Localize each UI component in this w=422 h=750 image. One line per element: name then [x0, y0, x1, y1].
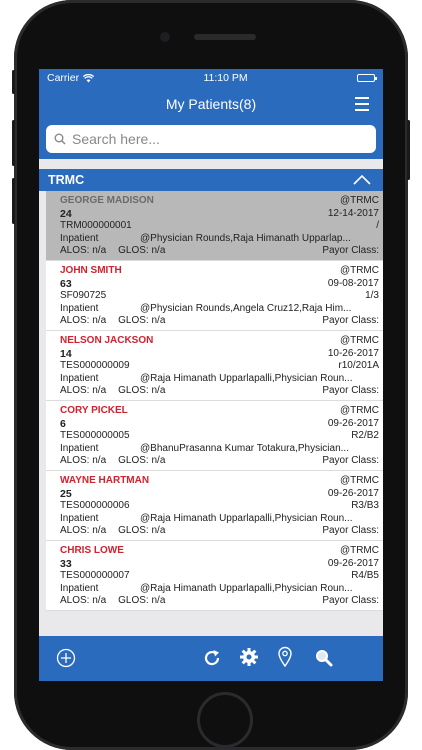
glos-value: GLOS: n/a	[118, 595, 166, 606]
payor-class: Payor Class:	[322, 385, 379, 396]
add-icon[interactable]	[56, 648, 76, 668]
alos-value: ALOS: n/a	[60, 385, 107, 396]
patient-mrn: TES000000006	[60, 500, 130, 511]
location-pin-icon[interactable]	[277, 646, 293, 668]
room-bed: 1/3	[365, 290, 379, 301]
admit-date: 09-26-2017	[327, 557, 379, 569]
patient-name: JOHN SMITH	[60, 265, 122, 276]
patient-row[interactable]	[46, 471, 383, 541]
patient-type: Inpatient	[60, 232, 99, 244]
carrier-label: Carrier	[47, 72, 80, 84]
patient-type: Inpatient	[60, 302, 99, 314]
search-icon[interactable]	[314, 648, 334, 668]
search-input[interactable]	[46, 125, 376, 153]
physicians: @Raja Himanath Upparlapalli,Physician Roun...	[140, 512, 353, 524]
wifi-icon	[83, 74, 94, 83]
patient-age: 33	[60, 557, 72, 570]
patient-list	[46, 191, 383, 611]
patient-location: @TRMC	[339, 475, 379, 486]
patient-name: GEORGE MADISON	[60, 195, 154, 206]
room-bed: /	[376, 220, 379, 231]
patient-name: NELSON JACKSON	[60, 335, 154, 346]
front-camera	[160, 32, 170, 42]
glos-value: GLOS: n/a	[118, 385, 166, 396]
navigation-bar	[39, 87, 383, 121]
physicians: @Physician Rounds,Angela Cruz12,Raja Him...	[140, 302, 352, 314]
bottom-toolbar	[39, 636, 383, 681]
patient-age: 6	[60, 417, 66, 430]
patient-row[interactable]	[46, 541, 383, 611]
power-button	[407, 120, 410, 180]
physicians: @Raja Himanath Upparlapalli,Physician Roun...	[140, 582, 353, 594]
admit-date: 12-14-2017	[327, 207, 379, 219]
volume-up-button	[12, 120, 15, 166]
patient-age: 63	[60, 277, 72, 290]
payor-class: Payor Class:	[322, 245, 379, 256]
patient-row[interactable]	[46, 261, 383, 331]
admit-date: 09-08-2017	[327, 277, 379, 289]
patient-location: @TRMC	[339, 545, 379, 556]
home-button[interactable]	[197, 692, 253, 748]
patient-mrn: TES000000009	[60, 360, 130, 371]
glos-value: GLOS: n/a	[118, 315, 166, 326]
patient-mrn: TES000000007	[60, 570, 130, 581]
search-bar-container	[39, 121, 383, 159]
section-title: TRMC	[48, 173, 85, 187]
patient-type: Inpatient	[60, 442, 99, 454]
search-placeholder: Search here...	[72, 131, 160, 147]
alos-value: ALOS: n/a	[60, 245, 107, 256]
alos-value: ALOS: n/a	[60, 455, 107, 466]
physicians: @Physician Rounds,Raja Himanath Upparlap...	[140, 232, 351, 244]
patient-mrn: TES000000005	[60, 430, 130, 441]
alos-value: ALOS: n/a	[60, 525, 107, 536]
patient-row[interactable]	[46, 191, 383, 261]
settings-gear-icon[interactable]	[239, 647, 259, 667]
patient-name: CORY PICKEL	[60, 405, 128, 416]
patient-mrn: TRM000000001	[60, 220, 132, 231]
patient-location: @TRMC	[339, 405, 379, 416]
payor-class: Payor Class:	[322, 455, 379, 466]
section-header-trmc[interactable]	[39, 169, 383, 191]
status-time: 11:10 PM	[203, 72, 248, 84]
patient-type: Inpatient	[60, 372, 99, 384]
patient-row[interactable]	[46, 331, 383, 401]
admit-date: 09-26-2017	[327, 487, 379, 499]
payor-class: Payor Class:	[322, 595, 379, 606]
hamburger-menu-icon[interactable]	[355, 97, 369, 115]
patient-location: @TRMC	[339, 335, 379, 346]
patient-mrn: SF090725	[60, 290, 107, 301]
glos-value: GLOS: n/a	[118, 455, 166, 466]
room-bed: R3/B3	[351, 500, 379, 511]
room-bed: r10/201A	[338, 360, 379, 371]
refresh-icon[interactable]	[202, 648, 222, 668]
physicians: @Raja Himanath Upparlapalli,Physician Roun...	[140, 372, 353, 384]
status-bar	[39, 69, 383, 87]
patient-name: WAYNE HARTMAN	[60, 475, 150, 486]
glos-value: GLOS: n/a	[118, 245, 166, 256]
payor-class: Payor Class:	[322, 315, 379, 326]
patient-type: Inpatient	[60, 512, 99, 524]
patient-age: 24	[60, 207, 72, 220]
room-bed: R4/B5	[351, 570, 379, 581]
app-screen	[39, 69, 383, 681]
page-title: My Patients(8)	[165, 96, 257, 112]
speaker-grille	[194, 34, 256, 40]
payor-class: Payor Class:	[322, 525, 379, 536]
alos-value: ALOS: n/a	[60, 315, 107, 326]
mute-switch	[12, 70, 15, 94]
patient-age: 25	[60, 487, 72, 500]
alos-value: ALOS: n/a	[60, 595, 107, 606]
volume-down-button	[12, 178, 15, 224]
admit-date: 09-26-2017	[327, 417, 379, 429]
physicians: @BhanuPrasanna Kumar Totakura,Physician...	[140, 442, 349, 454]
patient-age: 14	[60, 347, 72, 360]
patient-location: @TRMC	[339, 265, 379, 276]
patient-name: CHRIS LOWE	[60, 545, 124, 556]
battery-icon	[357, 74, 375, 82]
patient-location: @TRMC	[339, 195, 379, 206]
room-bed: R2/B2	[351, 430, 379, 441]
admit-date: 10-26-2017	[327, 347, 379, 359]
search-icon	[54, 133, 66, 145]
patient-row[interactable]	[46, 401, 383, 471]
patient-type: Inpatient	[60, 582, 99, 594]
chevron-up-icon[interactable]	[353, 175, 371, 185]
glos-value: GLOS: n/a	[118, 525, 166, 536]
